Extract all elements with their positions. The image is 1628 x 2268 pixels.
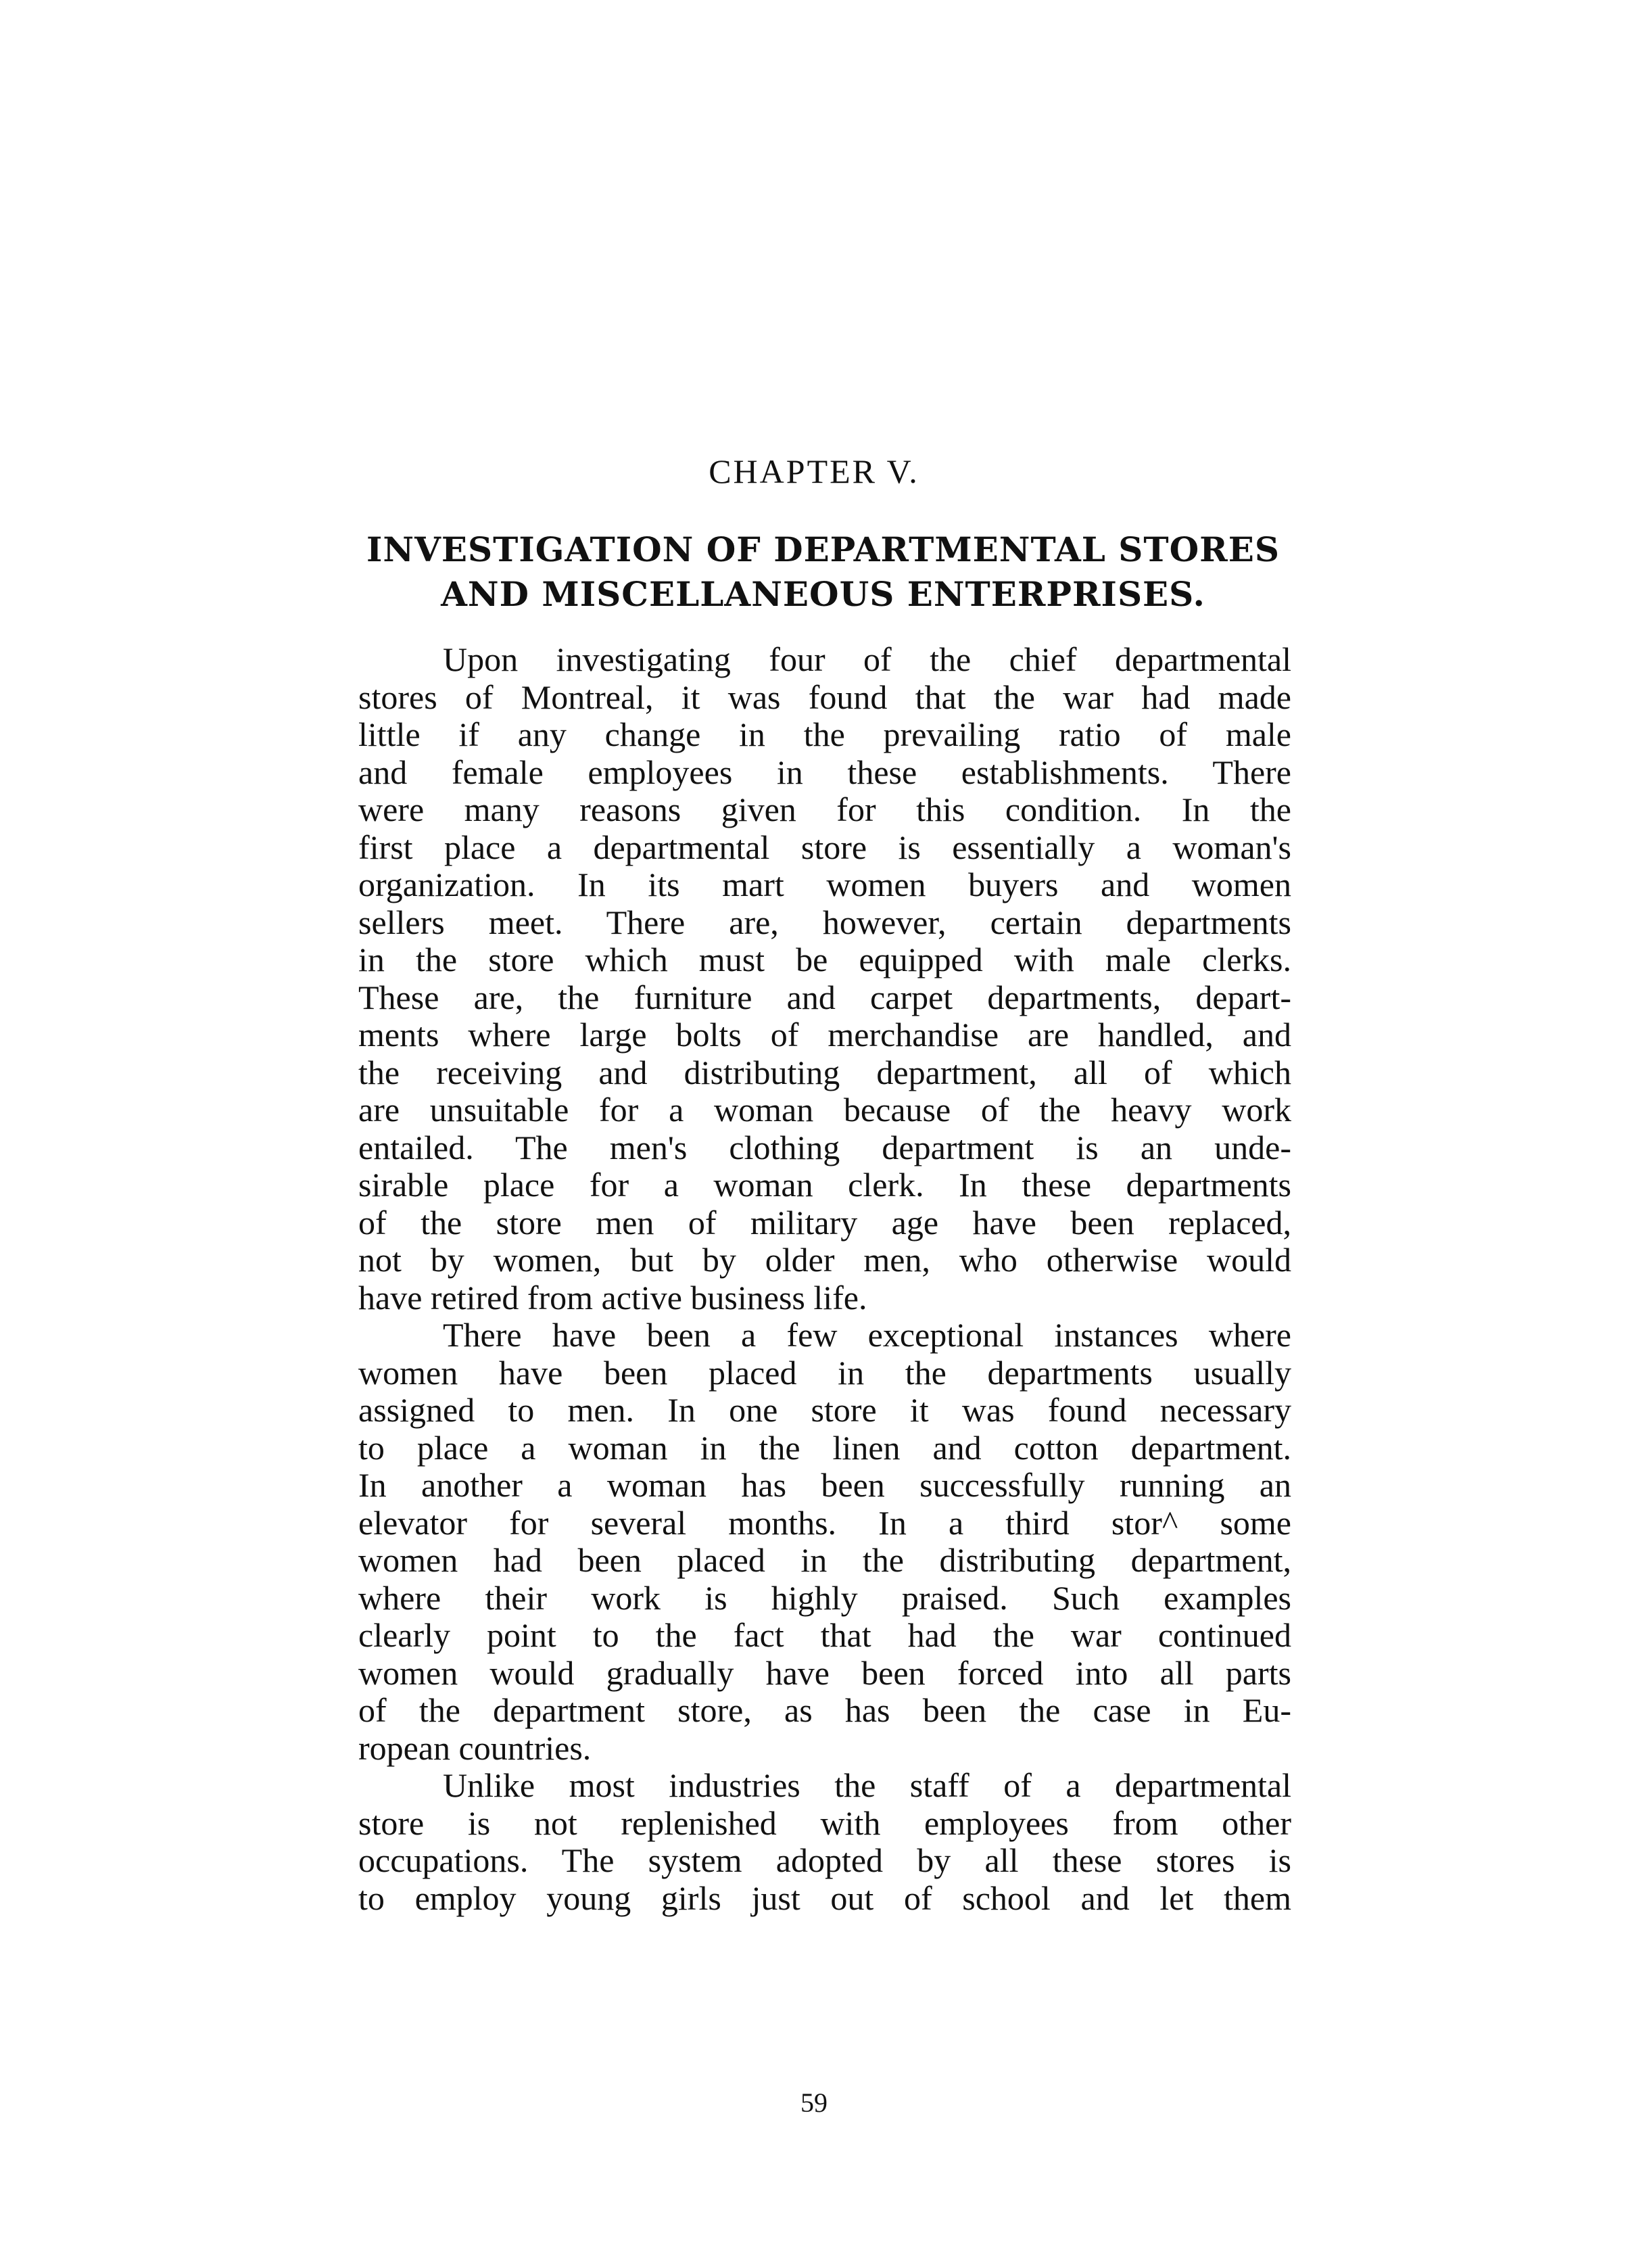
text-line: stores of Montreal, it was found that the war had made [358,678,1291,716]
text-line: to place a woman in the linen and cotton department. [358,1428,1291,1467]
text-line: were many reasons given for this condition. In the [358,790,1291,828]
text-line: first place a departmental store is essentially a woman's [358,828,1291,866]
text-line: sirable place for a woman clerk. In these departments [358,1166,1291,1204]
text-line: assigned to men. In one store it was found necessary [358,1391,1291,1429]
body-text [358,641,1291,1917]
text-line: In another a woman has been successfully running an [358,1466,1291,1504]
text-line: women would gradually have been forced into all parts [358,1653,1291,1692]
text-line: Upon investigating four of the chief departmental [443,640,1291,678]
text-line: in the store which must be equipped with male clerks. [358,941,1291,978]
chapter-heading [358,527,1288,617]
heading-line-1: INVESTIGATION OF DEPARTMENTAL STORES [366,529,1280,569]
text-line: There have been a few exceptional instances where [443,1316,1291,1354]
chapter-label: CHAPTER V. [709,452,919,490]
text-line: These are, the furniture and carpet departments, depart- [358,978,1291,1016]
text-line: of the store men of military age have been replaced, [358,1203,1291,1242]
text-line: are unsuitable for a woman because of the heavy work [358,1091,1291,1129]
text-line: where their work is highly praised. Such examples [358,1578,1291,1617]
text-line: women have been placed in the departments usually [358,1353,1291,1392]
text-line: ments where large bolts of merchandise are handled, and [358,1016,1291,1054]
text-line: elevator for several months. In a third stor^ some [358,1503,1291,1542]
text-line: of the department store, as has been the case in Eu- [358,1691,1291,1729]
heading-line-2: AND MISCELLANEOUS ENTERPRISES. [441,574,1205,614]
text-line: women had been placed in the distributing department, [358,1541,1291,1579]
text-line: the receiving and distributing department, all of which [358,1053,1291,1091]
text-line: not by women, but by older men, who otherwise would [358,1241,1291,1279]
text-line: and female employees in these establishments. There [358,753,1291,791]
text-line: entailed. The men's clothing department is an unde- [358,1128,1291,1166]
text-line: ropean countries. [358,1728,592,1767]
text-line: to employ young girls just out of school and let them [358,1879,1291,1917]
text-line: have retired from active business life. [358,1278,867,1317]
text-line: Unlike most industries the staff of a departmental [443,1766,1291,1804]
text-line: sellers meet. There are, however, certain departments [358,903,1291,941]
text-line: little if any change in the prevailing ratio of male [358,715,1291,753]
text-line: clearly point to the fact that had the war continued [358,1616,1291,1654]
page-number: 59 [800,2087,828,2118]
text-line: organization. In its mart women buyers and women [358,866,1291,903]
text-line: occupations. The system adopted by all these stores is [358,1841,1291,1879]
text-line: store is not replenished with employees from other [358,1803,1291,1842]
